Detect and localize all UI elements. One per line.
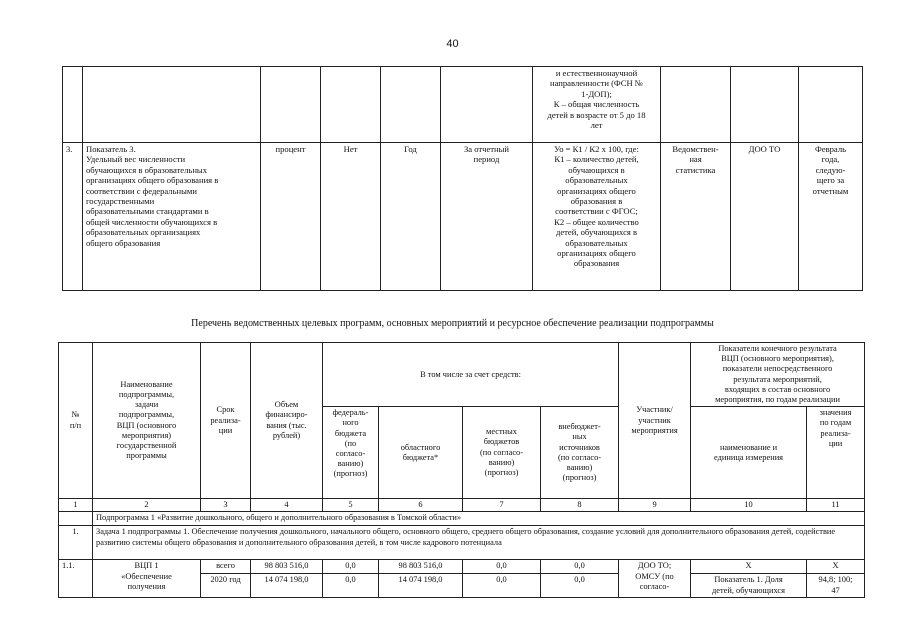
section-title: Перечень ведомственных целевых программ, основных мероприятий и ресурсное обеспечение реализации подпрограммы: [191, 318, 714, 329]
subprogram-row: [59, 512, 865, 526]
regional-cell: 14 074 198,0: [379, 574, 463, 598]
col-number: 10: [691, 499, 807, 512]
header-indicator-name: наименование и единица измерения: [691, 407, 807, 499]
participant-cell: ДОО ТО; ОМСУ (по согласо-: [619, 560, 691, 598]
regional-cell: 98 803 516,0: [379, 560, 463, 574]
indicator-name-cell: Х: [691, 560, 807, 574]
local-cell: 0,0: [463, 560, 541, 574]
formula-cell: Уо = К1 / К2 х 100, где: К1 – количество детей, обучающихся в образовательных организациях общего образования в соответствии с ФГОС; К2 – общее количество детей, обучающихся в образовательных организациях общего образования: [533, 143, 661, 291]
indicator-name-cell: Показатель 1. Доля детей, обучающихся: [691, 574, 807, 598]
col-number: 3: [201, 499, 251, 512]
task-number: 1.: [59, 526, 93, 560]
indicator-values-cell: 94,8; 100; 47: [807, 574, 865, 598]
header-volume: Объем финансиро- вания (тыс. рублей): [251, 343, 323, 499]
programs-table: [58, 342, 865, 598]
cell-col3: Нет: [321, 143, 381, 291]
col-number: 6: [379, 499, 463, 512]
vcp-name: ВЦП 1 «Обеспечение получения: [93, 560, 201, 598]
federal-cell: 0,0: [323, 574, 379, 598]
indicator-values-cell: Х: [807, 560, 865, 574]
extra-cell: 0,0: [541, 560, 619, 574]
col-number: 7: [463, 499, 541, 512]
col-number: 2: [93, 499, 201, 512]
col-number: 8: [541, 499, 619, 512]
term-cell: 2020 год: [201, 574, 251, 598]
responsible-cell: ДОО ТО: [731, 143, 799, 291]
formula-cell: и естественнонаучной направленности (ФСН № 1-ДОП); К – общая численность детей в возрасте от 5 до 18 лет: [533, 67, 661, 143]
col-number: 9: [619, 499, 691, 512]
header-term: Срок реализа- ции: [201, 343, 251, 499]
cell-col4: Год: [381, 143, 441, 291]
unit-cell: процент: [261, 143, 321, 291]
indicators-table: [62, 66, 863, 291]
header-federal: федераль- ного бюджета (по согласо- ванию) (прогноз): [323, 407, 379, 499]
col-number: 11: [807, 499, 865, 512]
source-cell: Ведомствен- ная статистика: [661, 143, 731, 291]
header-row: [59, 343, 865, 407]
header-results: Показатели конечного результата ВЦП (основного мероприятия), показатели непосредственного результата мероприятий, входящих в состав основного мероприятия, по годам реализации: [691, 343, 865, 407]
header-extra: внебюджет- ных источников (по согласо- ванию) (прогноз): [541, 407, 619, 499]
term-cell: всего: [201, 560, 251, 574]
col-number: 4: [251, 499, 323, 512]
header-regional: областного бюджета*: [379, 407, 463, 499]
col-number: 5: [323, 499, 379, 512]
vcp-number: 1.1.: [59, 560, 93, 598]
deadline-cell: Февраль года, следую- щего за отчетным: [799, 143, 863, 291]
indicator-name: Показатель 3. Удельный вес численности обучающихся в образовательных организациях общего образования в соответствии с федеральными государственными образовательными стандартами в общей численности обучающихся в образовательных организациях общего образования: [83, 143, 261, 291]
table-row: [59, 560, 865, 574]
page-number: 40: [446, 38, 459, 50]
volume-cell: 98 803 516,0: [251, 560, 323, 574]
header-num: № п/п: [59, 343, 93, 499]
header-local: местных бюджетов (по согласо- ванию) (прогноз): [463, 407, 541, 499]
federal-cell: 0,0: [323, 560, 379, 574]
col-number: 1: [59, 499, 93, 512]
table-row: [63, 67, 863, 143]
extra-cell: 0,0: [541, 574, 619, 598]
header-indicator-values: значения по годам реализа- ции: [807, 407, 865, 499]
column-numbers-row: [59, 499, 865, 512]
volume-cell: 14 074 198,0: [251, 574, 323, 598]
task-text: Задача 1 подпрограммы 1. Обеспечение получения дошкольного, начального общего, основного общего, среднего общего образования, создание условий для дополнительного образования детей, содействие развитию системы общего образования и дополнительного образования детей, в том числе кадрового потенциала: [93, 526, 865, 560]
header-name: Наименование подпрограммы, задачи подпрограммы, ВЦП (основного мероприятия) государственной программы: [93, 343, 201, 499]
row-number: 3.: [63, 143, 83, 291]
subprogram-title: Подпрограмма 1 «Развитие дошкольного, общего и дополнительного образования в Томской области»: [93, 512, 865, 526]
header-sources: В том числе за счет средств:: [323, 343, 619, 407]
local-cell: 0,0: [463, 574, 541, 598]
task-row: [59, 526, 865, 560]
header-participant: Участник/ участник мероприятия: [619, 343, 691, 499]
period-cell: За отчетный период: [441, 143, 533, 291]
table-row: [63, 143, 863, 291]
